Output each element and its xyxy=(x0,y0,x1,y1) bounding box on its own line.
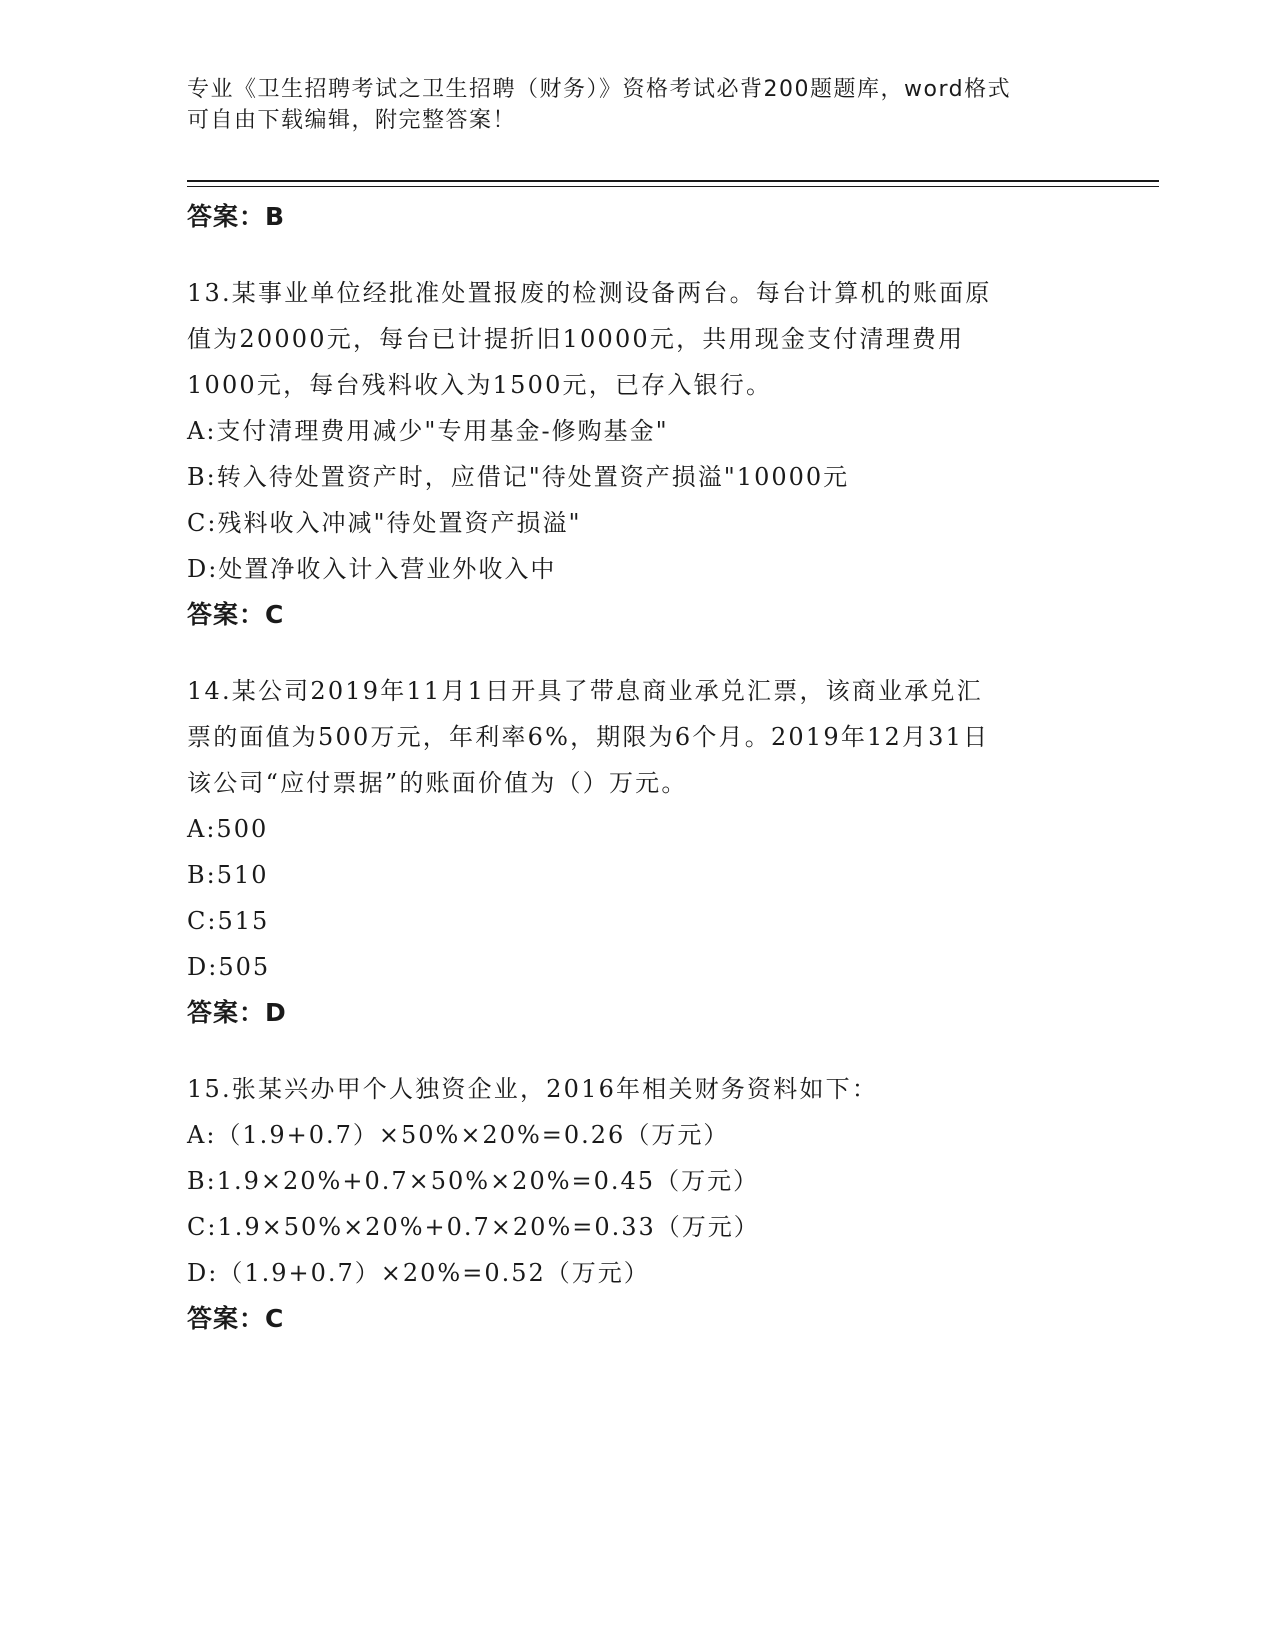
option-c: C:1.9×50%×20%+0.7×20%=0.33（万元） xyxy=(187,1213,760,1241)
question-15 xyxy=(187,1066,1107,1342)
previous-answer: 答案：B xyxy=(187,202,286,231)
question-text xyxy=(187,668,1107,806)
option-a: A:支付清理费用减少"专用基金-修购基金" xyxy=(187,417,669,445)
question-text xyxy=(187,270,1107,408)
option-a: A:（1.9+0.7）×50%×20%=0.26（万元） xyxy=(187,1121,730,1149)
option-d: D:505 xyxy=(187,953,271,981)
option-b: B:转入待处置资产时，应借记"待处置资产损溢"10000元 xyxy=(187,463,850,491)
question-13 xyxy=(187,270,1107,638)
question-text xyxy=(187,1066,1107,1112)
question-text-line: 14.某公司2019年11月1日开具了带息商业承兑汇票，该商业承兑汇 xyxy=(187,677,983,705)
option-c: C:515 xyxy=(187,907,270,935)
option-b: B:1.9×20%+0.7×50%×20%=0.45（万元） xyxy=(187,1167,760,1195)
header-line-1: 专业《卫生招聘考试之卫生招聘（财务）》资格考试必背200题题库，word格式 xyxy=(187,77,1012,102)
header-divider-thin xyxy=(187,186,1159,187)
document-body xyxy=(187,190,1107,1342)
answer: 答案：C xyxy=(187,600,285,629)
question-text-line: 该公司“应付票据”的账面价值为（）万元。 xyxy=(187,769,688,797)
question-14 xyxy=(187,668,1107,1036)
option-d: D:（1.9+0.7）×20%=0.52（万元） xyxy=(187,1259,650,1287)
option-b: B:510 xyxy=(187,861,269,889)
question-text-line: 1000元，每台残料收入为1500元，已存入银行。 xyxy=(187,371,773,399)
question-text-line: 13.某事业单位经批准处置报废的检测设备两台。每台计算机的账面原 xyxy=(187,279,992,307)
header-line-2: 可自由下载编辑，附完整答案！ xyxy=(187,108,517,133)
answer: 答案：C xyxy=(187,1304,285,1333)
option-a: A:500 xyxy=(187,815,269,843)
answer: 答案：D xyxy=(187,998,287,1027)
question-text-line: 票的面值为500万元，年利率6%，期限为6个月。2019年12月31日 xyxy=(187,723,990,751)
option-c: C:残料收入冲减"待处置资产损溢" xyxy=(187,509,582,537)
option-d: D:处置净收入计入营业外收入中 xyxy=(187,555,557,583)
question-text-line: 值为20000元，每台已计提折旧10000元，共用现金支付清理费用 xyxy=(187,325,965,353)
header-divider-thick xyxy=(187,180,1159,182)
question-text-line: 15.张某兴办甲个人独资企业，2016年相关财务资料如下： xyxy=(187,1075,879,1103)
document-header xyxy=(187,74,1067,136)
